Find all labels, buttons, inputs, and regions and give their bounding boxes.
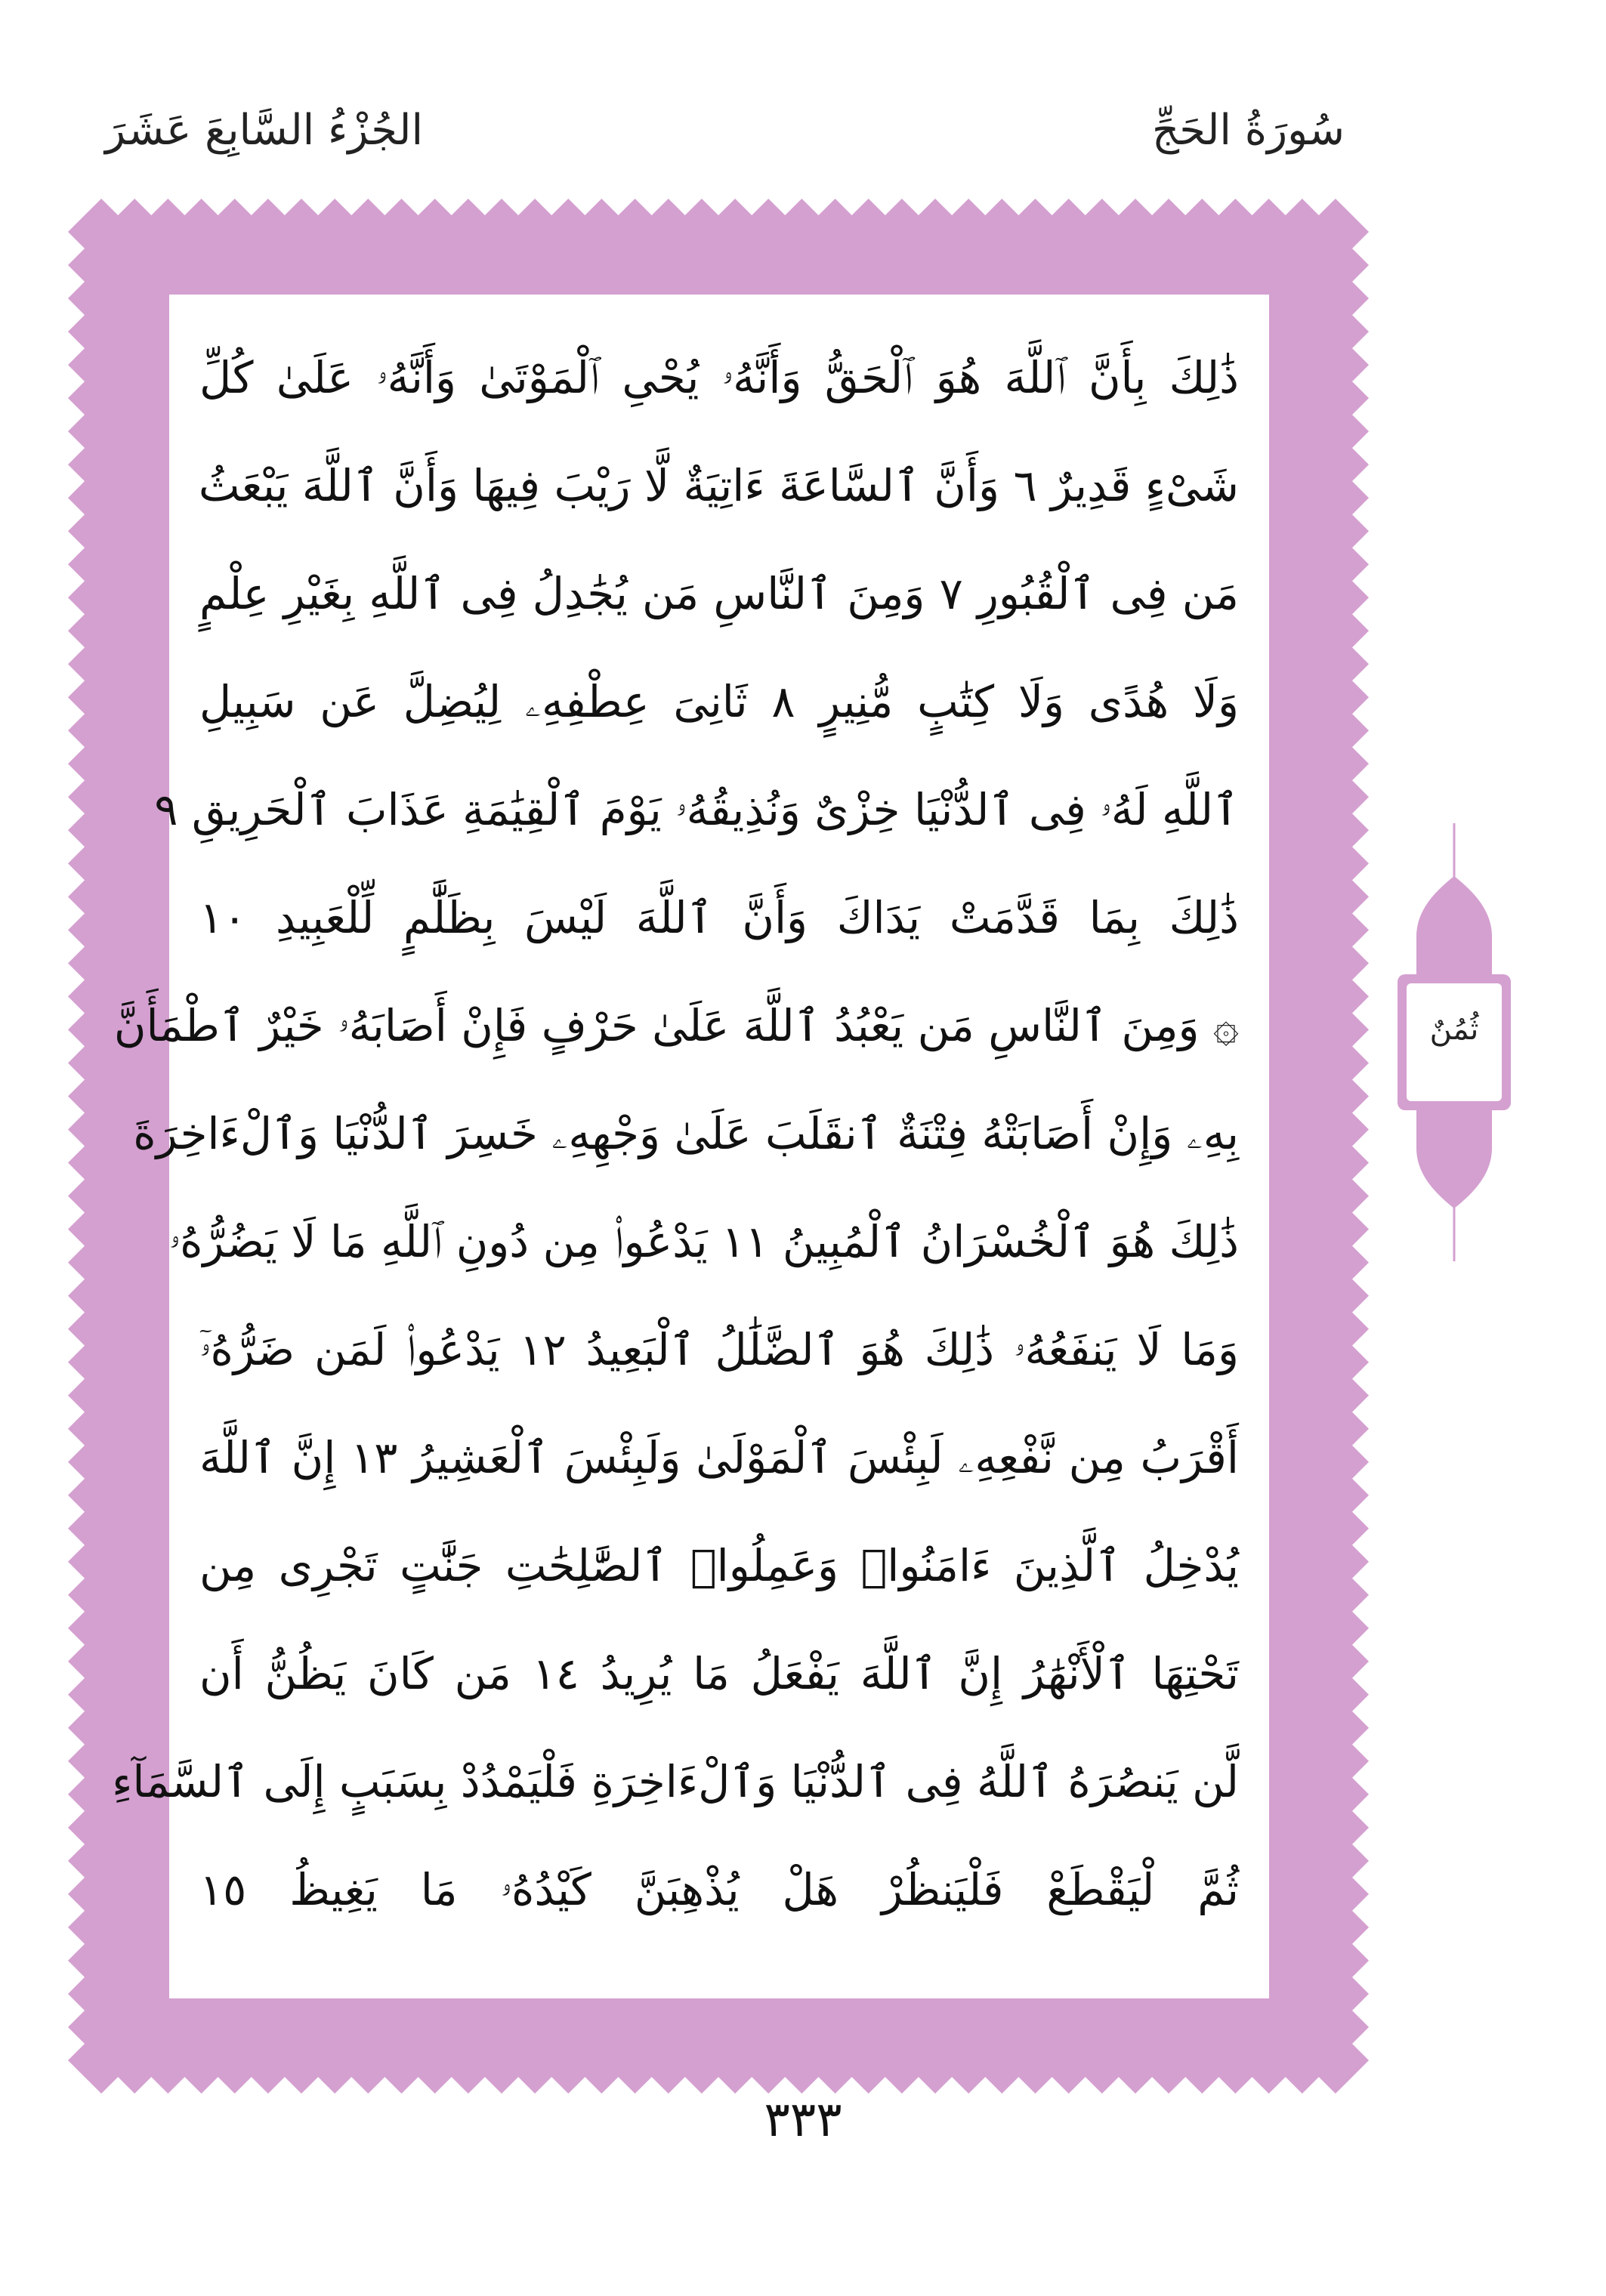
quran-line-14: لَّن يَنصُرَهُ ٱللَّهُ فِى ٱلدُّنْيَا وَٱلْءَاخِرَةِ فَلْيَمْدُدْ بِسَبَبٍ إِلَى ٱلسَّمَآءِ [112,1756,1239,1807]
page-number: ٣٣٣ [764,2092,842,2148]
quran-text-panel [112,295,1269,1998]
quran-line-15: ثُمَّ لْيَقْطَعْ فَلْيَنظُرْ هَلْ يُذْهِبَنَّ كَيْدُهُۥ مَا يَغِيظُ ١٥ [199,1864,1239,1915]
quran-line-4: وَلَا هُدًى وَلَا كِتَٰبٍ مُّنِيرٍ ٨ ثَانِىَ عِطْفِهِۦ لِيُضِلَّ عَن سَبِيلِ [199,676,1239,727]
quran-line-6: ذَٰلِكَ بِمَا قَدَّمَتْ يَدَاكَ وَأَنَّ ٱللَّهَ لَيْسَ بِظَلَّٰمٍ لِّلْعَبِيدِ ١٠ [199,892,1239,943]
quran-line-12: يُدْخِلُ ٱلَّذِينَ ءَامَنُوا۟ وَعَمِلُوا۟ ٱلصَّٰلِحَٰتِ جَنَّٰتٍ تَجْرِى مِن [199,1540,1239,1591]
quran-line-3: مَن فِى ٱلْقُبُورِ ٧ وَمِنَ ٱلنَّاسِ مَن يُجَٰدِلُ فِى ٱللَّهِ بِغَيْرِ عِلْمٍ [199,568,1239,619]
quran-line-8: بِهِۦ وَإِنْ أَصَابَتْهُ فِتْنَةٌ ٱنقَلَبَ عَلَىٰ وَجْهِهِۦ خَسِرَ ٱلدُّنْيَا وَٱلْءَاخِرَةَ [133,1108,1239,1159]
quran-line-10: وَمَا لَا يَنفَعُهُۥ ذَٰلِكَ هُوَ ٱلضَّلَٰلُ ٱلْبَعِيدُ ١٢ يَدْعُوا۟ لَمَن ضَرُّهُۥٓ [199,1324,1239,1375]
quran-line-2: شَىْءٍ قَدِيرٌ ٦ وَأَنَّ ٱلسَّاعَةَ ءَاتِيَةٌ لَّا رَيْبَ فِيهَا وَأَنَّ ٱللَّهَ يَبْعَثُ [198,460,1239,511]
quran-line-11: أَقْرَبُ مِن نَّفْعِهِۦ لَبِئْسَ ٱلْمَوْلَىٰ وَلَبِئْسَ ٱلْعَشِيرُ ١٣ إِنَّ ٱللَّهَ [199,1432,1239,1483]
quran-line-13: تَحْتِهَا ٱلْأَنْهَٰرُ إِنَّ ٱللَّهَ يَفْعَلُ مَا يُرِيدُ ١٤ مَن كَانَ يَظُنُّ أَن [199,1648,1239,1699]
hizb-quarter-label: ثُمُنٌ [1429,1012,1479,1047]
quran-line-7: ۞ وَمِنَ ٱلنَّاسِ مَن يَعْبُدُ ٱللَّهَ عَلَىٰ حَرْفٍ فَإِنْ أَصَابَهُۥ خَيْرٌ ٱطْمَأَنَّ [113,1000,1239,1051]
juz-name-header: الجُزْءُ السَّابِعَ عَشَرَ [105,106,423,155]
quran-line-5: ٱللَّهِ لَهُۥ فِى ٱلدُّنْيَا خِزْىٌ وَنُذِيقُهُۥ يَوْمَ ٱلْقِيَٰمَةِ عَذَابَ ٱلْحَرِيقِ ٩ [154,784,1239,835]
quran-line-9: ذَٰلِكَ هُوَ ٱلْخُسْرَانُ ٱلْمُبِينُ ١١ يَدْعُوا۟ مِن دُونِ ٱللَّهِ مَا لَا يَضُرُّهُۥ [168,1216,1239,1267]
quran-line-1: ذَٰلِكَ بِأَنَّ ٱللَّهَ هُوَ ٱلْحَقُّ وَأَنَّهُۥ يُحْىِ ٱلْمَوْتَىٰ وَأَنَّهُۥ عَلَىٰ كُلِّ [199,352,1239,403]
surah-name-header: سُورَةُ الحَجِّ [1152,106,1345,155]
